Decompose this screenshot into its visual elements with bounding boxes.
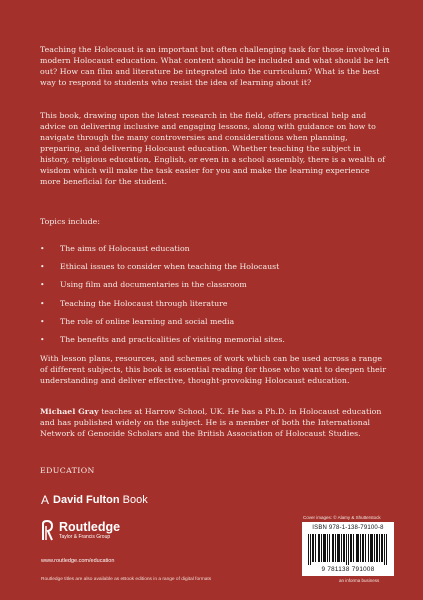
subject-category: EDUCATION	[40, 466, 95, 475]
bullet-icon: •	[40, 244, 45, 253]
publisher-website: www.routledge.com/education	[41, 558, 115, 564]
topics-heading: Topics include:	[40, 217, 100, 226]
imprint-logo	[41, 493, 148, 507]
barcode-box	[302, 522, 394, 576]
bullet-icon: •	[40, 316, 45, 326]
topic-item: • The aims of Holocaust education	[40, 244, 190, 253]
imprint-mark: A	[41, 493, 50, 507]
informa-label: an informa business	[339, 578, 380, 583]
author-bio	[40, 406, 392, 439]
publisher-logo	[41, 520, 120, 541]
bullet-icon: •	[40, 298, 45, 308]
bullet-icon: •	[40, 262, 45, 272]
topic-item: • Using film and documentaries in the classroom	[40, 280, 247, 290]
publisher-group: Taylor & Francis Group	[59, 533, 111, 540]
barcode-icon	[308, 534, 388, 565]
topics-list	[40, 243, 392, 352]
ebook-note: Routledge titles are also available as eBook editions in a range of digital formats	[41, 577, 212, 582]
publisher-name: Routledge	[59, 519, 121, 534]
topic-item: • The benefits and practicalities of visiting memorial sites.	[40, 334, 285, 344]
author-name: Michael Gray	[40, 407, 99, 416]
closing-paragraph: With lesson plans, resources, and schemes of work which can be used across a range of different subjects, this book is essential reading for those who want to deepen their understanding and deliver effective, thought-provoking Holocaust education.	[40, 354, 387, 385]
routledge-icon	[41, 520, 54, 541]
cover-credits: Cover images: © Alamy & Shutterstock	[303, 515, 381, 520]
topic-item: • Teaching the Holocaust through literature	[40, 298, 228, 308]
imprint-name: David Fulton	[53, 494, 120, 506]
bullet-icon: •	[40, 280, 45, 290]
topic-item: • The role of online learning and social media	[40, 316, 235, 326]
barcode-number: 9 781138 791008	[321, 566, 375, 573]
intro-paragraph: Teaching the Holocaust is an important but often challenging task for those involved in modern Holocaust education. What content should be included and what should be left out? How can film and literature be integrated into the curriculum? What is the best way to respond to students who resist the idea of learning about it?	[40, 45, 390, 87]
imprint-suffix: Book	[122, 494, 148, 506]
topic-item: • Ethical issues to consider when teaching the Holocaust	[40, 262, 280, 272]
bullet-icon: •	[40, 334, 45, 344]
author-bio-text: teaches at Harrow School, UK. He has a Ph.D. in Holocaust education and has published widely on the subject. He is a member of both the International Network of Genocide Scholars and the British Association of Holocaust Studies.	[40, 407, 382, 438]
description-paragraph: This book, drawing upon the latest research in the field, offers practical help and advice on delivering inclusive and engaging lessons, along with guidance on how to navigate through the many controversies and considerations when planning, preparing, and delivering Holocaust education. Whether teaching the subject in history, religious education, English, or even in a school assembly, there is a wealth of wisdom which will make the task easier for you and make the learning experience more beneficial for the student.	[40, 111, 386, 186]
isbn-label: ISBN 978-1-138-79100-8	[312, 525, 384, 531]
